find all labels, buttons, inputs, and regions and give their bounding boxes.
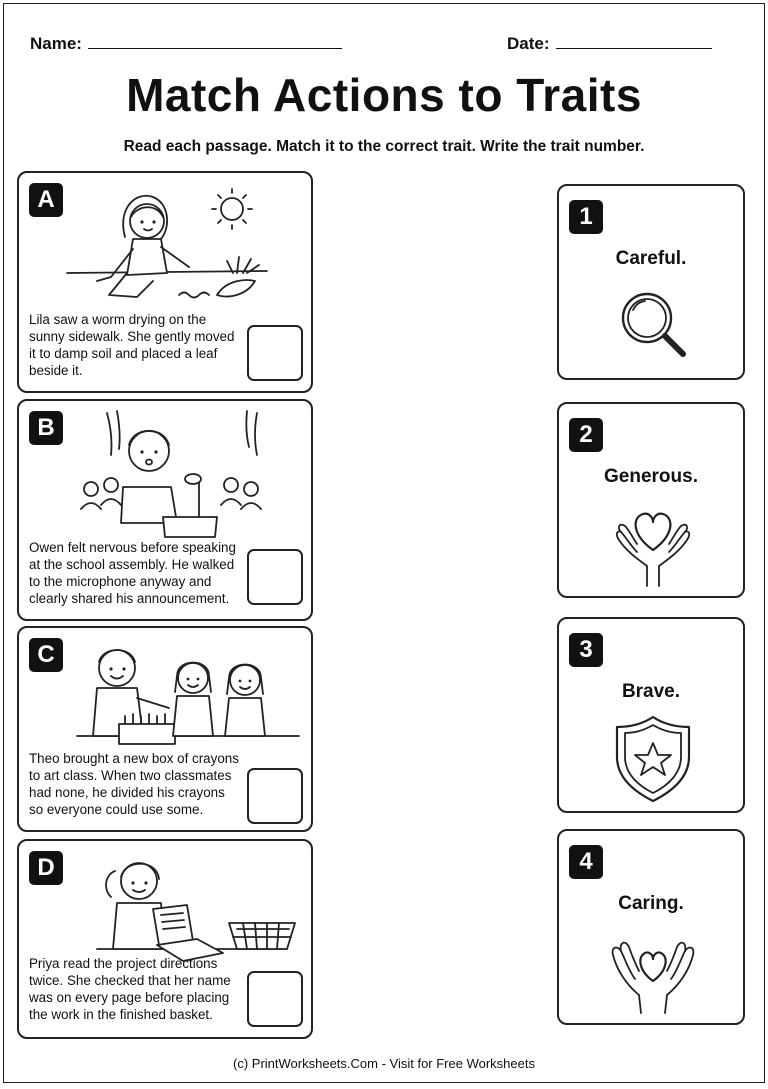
letter-badge: B: [29, 411, 63, 445]
sharing-crayons-illustration: [67, 632, 311, 766]
letter-badge: C: [29, 638, 63, 672]
answer-box[interactable]: [247, 971, 303, 1027]
answer-box[interactable]: [247, 549, 303, 605]
footer-credit: (c) PrintWorksheets.Com - Visit for Free Worksheets: [233, 1056, 535, 1071]
name-line[interactable]: [88, 32, 342, 49]
page-title: Match Actions to Traits: [126, 69, 642, 121]
date-field[interactable]: [507, 32, 712, 54]
hands-heart-icon: [603, 927, 703, 1015]
trait-name: Caring.: [618, 893, 684, 914]
passage-text: Lila saw a worm drying on the sunny sidewalk. She gently moved it to damp soil and placed a leaf beside it.: [29, 312, 235, 378]
girl-moving-worm-illustration: [67, 177, 311, 311]
date-line[interactable]: [556, 32, 712, 49]
trait-card-1: [557, 184, 745, 380]
number-badge: 2: [569, 418, 603, 452]
date-label: Date:: [507, 34, 550, 53]
shield-star-icon: [603, 715, 703, 803]
trait-card-2: [557, 402, 745, 598]
answer-box[interactable]: [247, 768, 303, 824]
passage-card-b: [17, 399, 313, 621]
letter-badge: D: [29, 851, 63, 885]
hands-heart-icon: [603, 500, 703, 588]
passage-card-c: [17, 626, 313, 832]
instructions: Read each passage. Match it to the correct trait. Write the trait number.: [123, 138, 645, 155]
passage-card-d: [17, 839, 313, 1039]
passage-text: Theo brought a new box of crayons to art class. When two classmates had none, he divided his crayons so everyone could use some.: [29, 751, 239, 817]
trait-card-3: [557, 617, 745, 813]
worksheet-page: [3, 3, 765, 1083]
magnifying-glass-icon: [603, 282, 703, 370]
trait-name: Brave.: [621, 681, 681, 702]
number-badge: 1: [569, 200, 603, 234]
name-label: Name:: [30, 34, 82, 53]
passage-text: Owen felt nervous before speaking at the school assembly. He walked to the microphone anyway and clearly shared his announcement.: [29, 540, 236, 606]
trait-name: Careful.: [615, 248, 687, 269]
letter-badge: A: [29, 183, 63, 217]
boy-at-microphone-illustration: [67, 405, 311, 539]
name-field[interactable]: [30, 32, 342, 54]
passage-text: Priya read the project directions twice. She checked that her name was on every page before placing the work in the finished basket.: [29, 956, 231, 1022]
passage-card-a: [17, 171, 313, 393]
trait-card-4: [557, 829, 745, 1025]
trait-name: Generous.: [604, 466, 698, 487]
answer-box[interactable]: [247, 325, 303, 381]
number-badge: 4: [569, 845, 603, 879]
number-badge: 3: [569, 633, 603, 667]
